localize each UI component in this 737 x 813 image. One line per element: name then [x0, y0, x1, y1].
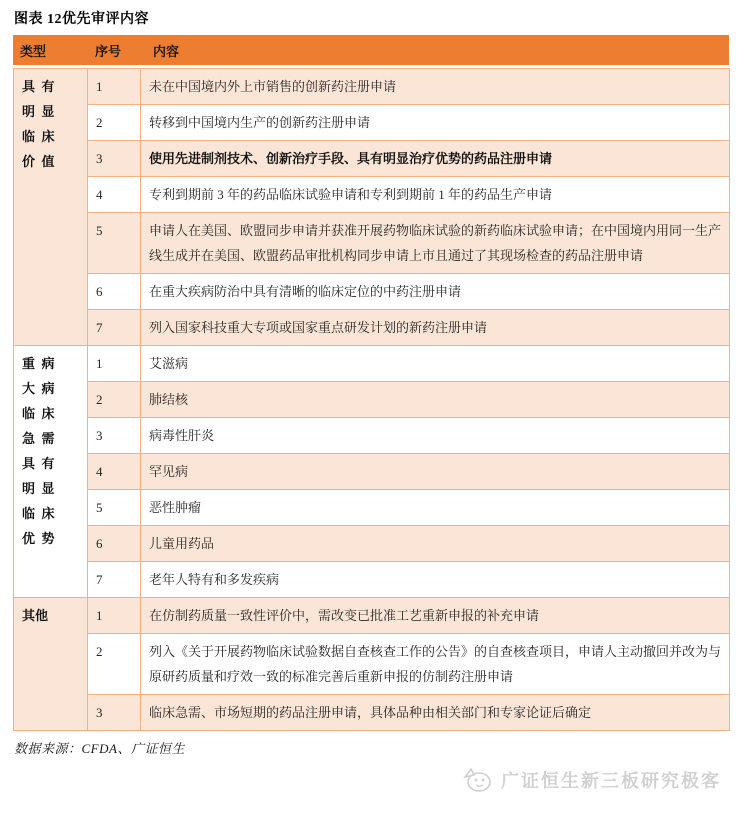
row-content-cell: 申请人在美国、欧盟同步申请并获准开展药物临床试验的新药临床试验申请；在中国境内用同一生产线生成并在美国、欧盟药品审批机构同步申请上市且通过了其现场检查的药品注册申请	[141, 213, 730, 274]
row-content-cell: 使用先进制剂技术、创新治疗手段、具有明显治疗优势的药品注册申请	[141, 141, 730, 177]
type-cell: 其他	[14, 598, 88, 731]
row-number-cell: 7	[88, 310, 141, 346]
row-number-cell: 5	[88, 490, 141, 526]
watermark-text: 广证恒生新三板研究极客	[501, 771, 721, 791]
data-source-note: 数据来源：CFDA、广证恒生	[14, 741, 185, 756]
table-row	[14, 141, 730, 177]
table-row	[14, 382, 730, 418]
table-row	[14, 310, 730, 346]
row-number-cell: 1	[88, 69, 141, 105]
row-content-cell: 在重大疾病防治中具有清晰的临床定位的中药注册申请	[141, 274, 730, 310]
table-row	[14, 562, 730, 598]
row-content-cell: 列入国家科技重大专项或国家重点研发计划的新药注册申请	[141, 310, 730, 346]
row-content-cell: 专利到期前 3 年的药品临床试验申请和专利到期前 1 年的药品生产申请	[141, 177, 730, 213]
figure-title: 图表 12优先审评内容	[14, 12, 149, 27]
row-content-cell: 转移到中国境内生产的创新药注册申请	[141, 105, 730, 141]
table-row	[14, 634, 730, 695]
row-number-cell: 1	[88, 598, 141, 634]
row-content-cell: 列入《关于开展药物临床试验数据自查核查工作的公告》的自查核查项目，申请人主动撤回并改为与原研药质量和疗效一致的标准完善后重新申报的仿制药注册申请	[141, 634, 730, 695]
table-row	[14, 213, 730, 274]
row-number-cell: 5	[88, 213, 141, 274]
row-content-cell: 恶性肿瘤	[141, 490, 730, 526]
row-number-cell: 3	[88, 695, 141, 731]
row-content-cell: 病毒性肝炎	[141, 418, 730, 454]
table-row	[14, 274, 730, 310]
table-row	[14, 598, 730, 634]
header-content: 内容	[153, 43, 180, 59]
row-number-cell: 6	[88, 526, 141, 562]
row-number-cell: 2	[88, 634, 141, 695]
row-number-cell: 4	[88, 454, 141, 490]
priority-review-table	[13, 68, 730, 731]
table-row	[14, 454, 730, 490]
row-content-cell: 儿童用药品	[141, 526, 730, 562]
table-row	[14, 695, 730, 731]
header-number: 序号	[95, 43, 122, 59]
row-number-cell: 4	[88, 177, 141, 213]
row-number-cell: 6	[88, 274, 141, 310]
row-content-cell: 肺结核	[141, 382, 730, 418]
type-cell: 具有明显临床价值	[14, 69, 88, 346]
row-number-cell: 1	[88, 346, 141, 382]
brand-watermark	[462, 767, 721, 793]
row-number-cell: 3	[88, 418, 141, 454]
row-content-cell: 老年人特有和多发疾病	[141, 562, 730, 598]
type-cell: 重病大病临床急需具有明显临床优势	[14, 346, 88, 598]
table-row	[14, 418, 730, 454]
row-content-cell: 在仿制药质量一致性评价中，需改变已批准工艺重新申报的补充申请	[141, 598, 730, 634]
table-row	[14, 69, 730, 105]
row-number-cell: 7	[88, 562, 141, 598]
table-row	[14, 526, 730, 562]
table-row	[14, 346, 730, 382]
row-number-cell: 2	[88, 105, 141, 141]
row-content-cell: 临床急需、市场短期的药品注册申请，具体品种由相关部门和专家论证后确定	[141, 695, 730, 731]
table-header-row	[13, 35, 729, 65]
row-number-cell: 3	[88, 141, 141, 177]
row-content-cell: 艾滋病	[141, 346, 730, 382]
table-row	[14, 490, 730, 526]
row-number-cell: 2	[88, 382, 141, 418]
table-row	[14, 177, 730, 213]
row-content-cell: 罕见病	[141, 454, 730, 490]
header-type: 类型	[20, 43, 47, 59]
table-row	[14, 105, 730, 141]
row-content-cell: 未在中国境内外上市销售的创新药注册申请	[141, 69, 730, 105]
mascot-face-icon	[462, 767, 496, 793]
